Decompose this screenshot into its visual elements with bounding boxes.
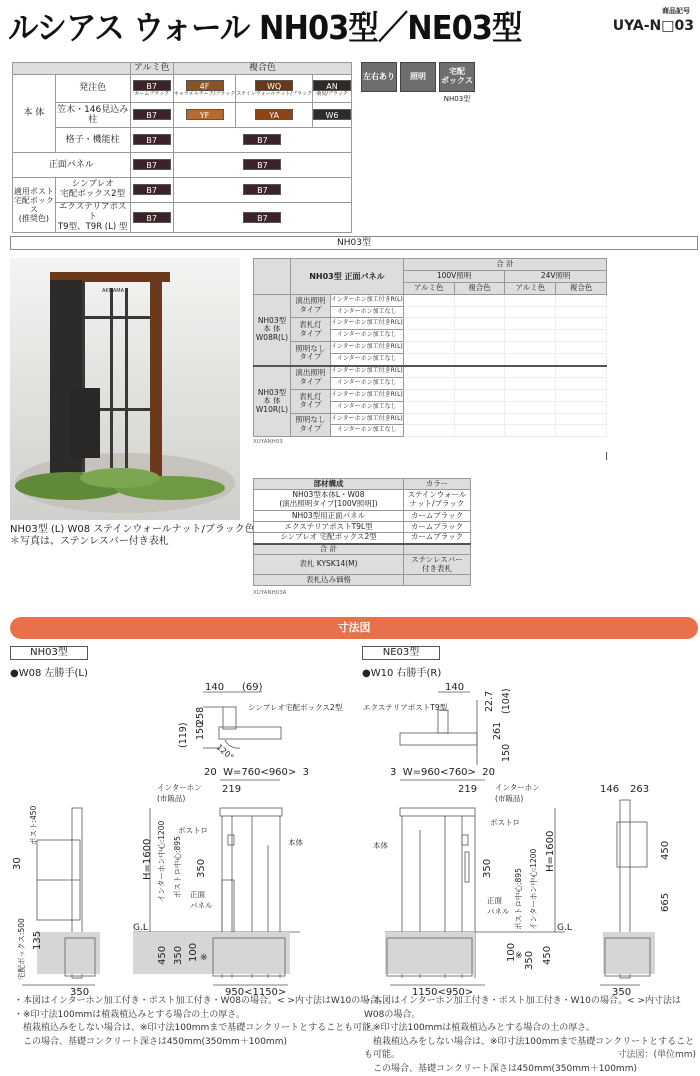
- color-cell: [173, 153, 351, 178]
- price-table: [253, 258, 607, 437]
- color-name: ステインウォールナット/ブラック: [236, 92, 312, 98]
- section-bar: NH03型: [10, 236, 698, 250]
- dim-label: 120°: [215, 743, 236, 762]
- color-name: キャラメルチーク/ブラック: [174, 92, 235, 98]
- dim-label: 146: [600, 784, 619, 795]
- panel-title: NH03型 正面パネル: [290, 259, 403, 295]
- light-header: 24V照明: [505, 270, 607, 282]
- price-cell: [454, 401, 505, 413]
- intercom-option: インターホン加工なし: [330, 306, 403, 318]
- total-header: 合 計: [403, 259, 606, 271]
- row-label: 発注色: [55, 75, 130, 103]
- dim-label: G.L: [133, 923, 148, 933]
- price-cell: [403, 294, 454, 306]
- color-cell: [236, 103, 313, 128]
- color-cell: [173, 103, 235, 128]
- row-label: 笠木・146見込み柱: [55, 103, 130, 128]
- dim-label: 本体: [288, 837, 303, 847]
- table-row: [254, 342, 607, 354]
- price-table-code: XUYANH03: [253, 439, 283, 445]
- product-photo: [10, 258, 240, 520]
- price-cell: [454, 306, 505, 318]
- header-row: [254, 259, 607, 271]
- badge-delivery-box: 宅配 ボックス: [439, 62, 475, 92]
- price-cell: [454, 330, 505, 342]
- price-cell: [556, 330, 607, 342]
- color-cell: [313, 103, 352, 128]
- caption-line: NH03型 (L) W08 ステインウォールナット/ブラック色: [10, 524, 255, 536]
- dim-label: 宅配ボックス:500: [16, 918, 26, 980]
- dim-label: 正面: [487, 896, 502, 905]
- dim-label: 100: [188, 943, 199, 962]
- price-cell: [505, 306, 556, 318]
- note-line: ・本図はインターホン加工付き・ポスト加工付き・W10の場合。< >内寸法はW08の場合。: [364, 995, 700, 1022]
- color-chip: W6: [313, 109, 351, 120]
- price-cell: [403, 342, 454, 354]
- type-label: 照明なし タイプ: [290, 342, 330, 366]
- product-code: UYA-N□03: [613, 18, 694, 34]
- dim-label: インターホン中心:1200: [528, 848, 538, 930]
- color-header: アルミ色: [505, 282, 556, 294]
- dim-label: 350: [196, 859, 207, 878]
- dim-label: 350: [173, 946, 184, 965]
- type-label: 表札灯 タイプ: [290, 318, 330, 342]
- intercom-option: インターホン加工なし: [330, 425, 403, 437]
- dim-label: 100: [506, 943, 517, 962]
- dim-label: インターホン中心:1200: [156, 820, 166, 902]
- table-row: [254, 294, 607, 306]
- table-row: [254, 318, 607, 330]
- header-composite: 複合色: [173, 63, 351, 75]
- nameplate-color: ステンレスバー 付き表札: [404, 555, 471, 575]
- price-cell: [556, 318, 607, 330]
- group-label: NH03型 本 体 W10R(L): [254, 366, 291, 437]
- dim-label: 正面: [190, 890, 205, 899]
- part-color: カームブラック: [404, 533, 471, 544]
- color-cell: [173, 128, 351, 153]
- price-cell: [454, 354, 505, 366]
- price-cell: [505, 413, 556, 425]
- price-cell: [505, 330, 556, 342]
- price-cell: [403, 330, 454, 342]
- color-cell: [130, 153, 173, 178]
- part-color: カームブラック: [404, 511, 471, 522]
- caption-line: ＊写真は、ステンレスバー付き表札: [10, 536, 255, 548]
- part-name: エクステリアポストT9L型: [254, 522, 404, 533]
- color-chip: WQ: [255, 80, 293, 91]
- color-name: カームブラック: [131, 92, 173, 98]
- with-nameplate-label: 表札込み価格: [254, 575, 404, 586]
- dim-label: ※: [515, 951, 523, 961]
- dim-label: 450: [660, 841, 671, 860]
- intercom-option: インターホン加工なし: [330, 330, 403, 342]
- post-label: 適用ポスト 宅配ボックス (推奨色): [13, 178, 56, 233]
- intercom-option: インターホン加工付きR(L): [330, 342, 403, 354]
- price-cell: [403, 306, 454, 318]
- product-code-label: 商品記号: [662, 6, 690, 16]
- notes-right: [364, 995, 700, 1076]
- color-chip: B7: [133, 80, 171, 91]
- type-label: 照明なし タイプ: [290, 413, 330, 437]
- price-cell: [403, 413, 454, 425]
- price-cell: [454, 413, 505, 425]
- note-line: ・本図はインターホン加工付き・ポスト加工付き・W08の場合。< >内寸法はW10の場合。: [14, 995, 387, 1009]
- ground-bands: [37, 932, 655, 974]
- dim-label: 135: [32, 931, 43, 950]
- note-line: ・※印寸法100mmは植栽植込みとする場合の土の厚さ。: [14, 1009, 387, 1023]
- parts-header: カラー: [404, 479, 471, 490]
- price-cell: [556, 389, 607, 401]
- dim-label: 140: [205, 682, 224, 693]
- color-chip: 4F: [186, 80, 224, 91]
- dim-label: 30: [12, 857, 23, 870]
- intercom-option: インターホン加工付きR(L): [330, 389, 403, 401]
- price-cell: [454, 377, 505, 389]
- color-chip: B7: [243, 212, 281, 223]
- dim-label: 219: [458, 784, 477, 795]
- color-chip: AN: [313, 80, 351, 91]
- price-cell: [556, 306, 607, 318]
- parts-header: 部材構成: [254, 479, 404, 490]
- color-cell: [173, 203, 351, 233]
- light-header: 100V照明: [403, 270, 505, 282]
- group-label: NH03型 本 体 W08R(L): [254, 294, 291, 365]
- color-chip: YF: [186, 109, 224, 120]
- dim-label: インターホン: [495, 783, 540, 792]
- price-cell: [403, 366, 454, 378]
- dim-label: 150: [195, 722, 206, 740]
- dim-label: 本体: [373, 840, 388, 850]
- dim-label: (市販品): [157, 793, 185, 803]
- badge-left-right: 左右あり: [361, 62, 397, 92]
- dim-label: 140: [445, 682, 464, 693]
- model-box-nh03: NH03型: [10, 646, 88, 660]
- dim-label: ポスト:450: [29, 805, 38, 845]
- intercom-option: インターホン加工付きR(L): [330, 366, 403, 378]
- price-cell: [505, 342, 556, 354]
- color-chip: B7: [243, 159, 281, 170]
- price-cell: [403, 318, 454, 330]
- dim-label: 3 W=960<760> 20: [390, 767, 495, 778]
- price-cell: [556, 413, 607, 425]
- dim-label: 1150<950>: [412, 987, 473, 995]
- unit-note: 寸法図：(単位mm): [617, 1047, 696, 1060]
- divider-tick: [606, 452, 607, 460]
- dim-label: パネル: [487, 907, 510, 916]
- color-name: 桑炭/ブラック: [313, 92, 351, 98]
- dim-label: 219: [222, 784, 241, 795]
- badge-note: NH03型: [439, 94, 475, 104]
- corner-cell: [254, 259, 291, 295]
- price-cell: [505, 354, 556, 366]
- color-header: 複合色: [454, 282, 505, 294]
- note-line: この場合、基礎コンクリート深さは450mm(350mm＋100mm): [14, 1036, 387, 1050]
- model-box-ne03: NE03型: [362, 646, 440, 660]
- notes-left: [14, 995, 387, 1049]
- color-chip: B7: [133, 212, 171, 223]
- price-cell: [454, 294, 505, 306]
- part-color: カームブラック: [404, 522, 471, 533]
- intercom-option: インターホン加工付きR(L): [330, 318, 403, 330]
- note-line: 植栽植込みをしない場合は、※印寸法100mmまで基礎コンクリートとすることも可能。: [364, 1036, 700, 1063]
- parts-table-code: XUYANH03A: [253, 590, 287, 596]
- color-cell: [130, 103, 173, 128]
- price-cell: [505, 401, 556, 413]
- dim-label: インターホン: [157, 783, 202, 792]
- dimension-drawings: [0, 640, 700, 995]
- price-cell: [454, 425, 505, 437]
- corner-cell: [13, 63, 131, 75]
- dim-label: H=1600: [142, 839, 153, 880]
- price-cell: [454, 342, 505, 354]
- dim-label: ※: [200, 953, 208, 963]
- color-chip: B7: [133, 134, 171, 145]
- price-cell: [505, 377, 556, 389]
- dim-label: 665: [660, 893, 671, 912]
- price-cell: [454, 318, 505, 330]
- page-title: ルシアス ウォール NH03型／NE03型: [8, 2, 521, 49]
- intercom-option: インターホン加工なし: [330, 401, 403, 413]
- variant-label-w10: ●W10 右勝手(R): [362, 664, 441, 679]
- color-header: アルミ色: [403, 282, 454, 294]
- table-row: [254, 366, 607, 378]
- dim-label: 263: [630, 784, 649, 795]
- note-line: この場合、基礎コンクリート深さは450mm(350mm＋100mm): [364, 1063, 700, 1076]
- price-cell: [556, 425, 607, 437]
- dim-label: (69): [242, 682, 263, 693]
- table-row: [254, 413, 607, 425]
- price-cell: [403, 389, 454, 401]
- price-cell: [505, 318, 556, 330]
- dimensions-banner: 寸法図: [10, 617, 698, 639]
- note-line: ・※印寸法100mmは植栽植込みとする場合の土の厚さ。: [364, 1022, 700, 1036]
- dim-label: H=1600: [545, 831, 556, 872]
- dim-label: 258: [195, 707, 206, 725]
- type-label: 演出照明 タイプ: [290, 366, 330, 390]
- color-chip: B7: [133, 184, 171, 195]
- dim-label: エクステリアポストT9型: [363, 702, 448, 712]
- price-cell: [505, 425, 556, 437]
- dim-label: (104): [501, 688, 512, 714]
- color-chip: YA: [255, 109, 293, 120]
- price-cell: [454, 366, 505, 378]
- dim-label: 22.7: [484, 691, 495, 712]
- color-chip: B7: [243, 184, 281, 195]
- color-cell: [236, 75, 313, 103]
- header-alumi: アルミ色: [130, 63, 173, 75]
- color-cell: [130, 203, 173, 233]
- intercom-option: インターホン加工付きR(L): [330, 294, 403, 306]
- dim-label: 350: [612, 987, 631, 995]
- row-label: シンプレオ 宅配ボックス2型: [55, 178, 130, 203]
- dim-label: 350: [524, 951, 535, 970]
- dim-label: 450: [542, 946, 553, 965]
- badge-lighting: 照明: [400, 62, 436, 92]
- price-cell: [556, 294, 607, 306]
- part-name: シンプレオ 宅配ボックス2型: [254, 533, 404, 544]
- dim-label: 20 W=760<960> 3: [204, 767, 309, 778]
- intercom-option: インターホン加工なし: [330, 354, 403, 366]
- color-cell: [313, 75, 352, 103]
- price-cell: [454, 389, 505, 401]
- dim-label: 350: [482, 859, 493, 878]
- price-cell: [505, 389, 556, 401]
- color-table: [12, 62, 352, 233]
- price-cell: [556, 401, 607, 413]
- part-name: NH03型本体L・W08 (演出照明タイプ[100V照明]): [254, 490, 404, 511]
- dim-label: 261: [492, 722, 503, 740]
- price-cell: [556, 354, 607, 366]
- nameplate-text: AKIYAMA: [102, 288, 125, 294]
- price-cell: [403, 377, 454, 389]
- dim-label: (119): [178, 722, 189, 748]
- row-label: エクステリアポスト T9型、T9R (L) 型: [55, 203, 130, 233]
- color-chip: B7: [243, 134, 281, 145]
- dim-label: 350: [70, 987, 89, 995]
- type-label: 表札灯 タイプ: [290, 389, 330, 413]
- color-cell: [130, 75, 173, 103]
- row-label: 正面パネル: [13, 153, 131, 178]
- color-cell: [130, 178, 173, 203]
- dim-label: ポストロ中心:895: [172, 836, 182, 898]
- intercom-option: インターホン加工付きR(L): [330, 413, 403, 425]
- dim-label: ポストロ: [178, 826, 208, 835]
- note-line: 植栽植込みをしない場合は、※印寸法100mmまで基礎コンクリートとすることも可能。: [14, 1022, 387, 1036]
- type-label: 演出照明 タイプ: [290, 294, 330, 318]
- color-header: 複合色: [556, 282, 607, 294]
- dim-label: シンプレオ宅配ボックス2型: [248, 702, 343, 712]
- dim-label: ポストロ: [490, 818, 520, 827]
- dim-label: 150: [501, 744, 512, 762]
- row-label: 格子・機能柱: [55, 128, 130, 153]
- table-row: [254, 389, 607, 401]
- price-cell: [505, 294, 556, 306]
- price-cell: [556, 377, 607, 389]
- color-cell: [130, 128, 173, 153]
- price-cell: [403, 401, 454, 413]
- dim-label: 450: [157, 946, 168, 965]
- price-cell: [403, 354, 454, 366]
- price-cell: [556, 366, 607, 378]
- dim-label: ポストロ中心:895: [513, 868, 523, 930]
- dim-label: 950<1150>: [225, 987, 286, 995]
- part-color: ステインウォール ナット/ブラック: [404, 490, 471, 511]
- dim-label: G.L: [557, 923, 572, 933]
- price-cell: [403, 425, 454, 437]
- color-cell: [173, 75, 235, 103]
- photo-caption: [10, 524, 255, 548]
- price-cell: [556, 342, 607, 354]
- price-cell: [505, 366, 556, 378]
- variant-label-w08: ●W08 左勝手(L): [10, 664, 88, 679]
- dim-label: パネル: [190, 901, 213, 910]
- dim-label: (市販品): [495, 793, 523, 803]
- body-label: 本 体: [13, 75, 56, 153]
- part-name: NH03型用正面パネル: [254, 511, 404, 522]
- parts-table: [253, 478, 471, 586]
- parts-total: 合 計: [254, 544, 404, 555]
- color-cell: [173, 178, 351, 203]
- color-chip: B7: [133, 109, 171, 120]
- intercom-option: インターホン加工なし: [330, 377, 403, 389]
- nameplate-label: 表札 KYSK14(M): [254, 555, 404, 575]
- color-chip: B7: [133, 159, 171, 170]
